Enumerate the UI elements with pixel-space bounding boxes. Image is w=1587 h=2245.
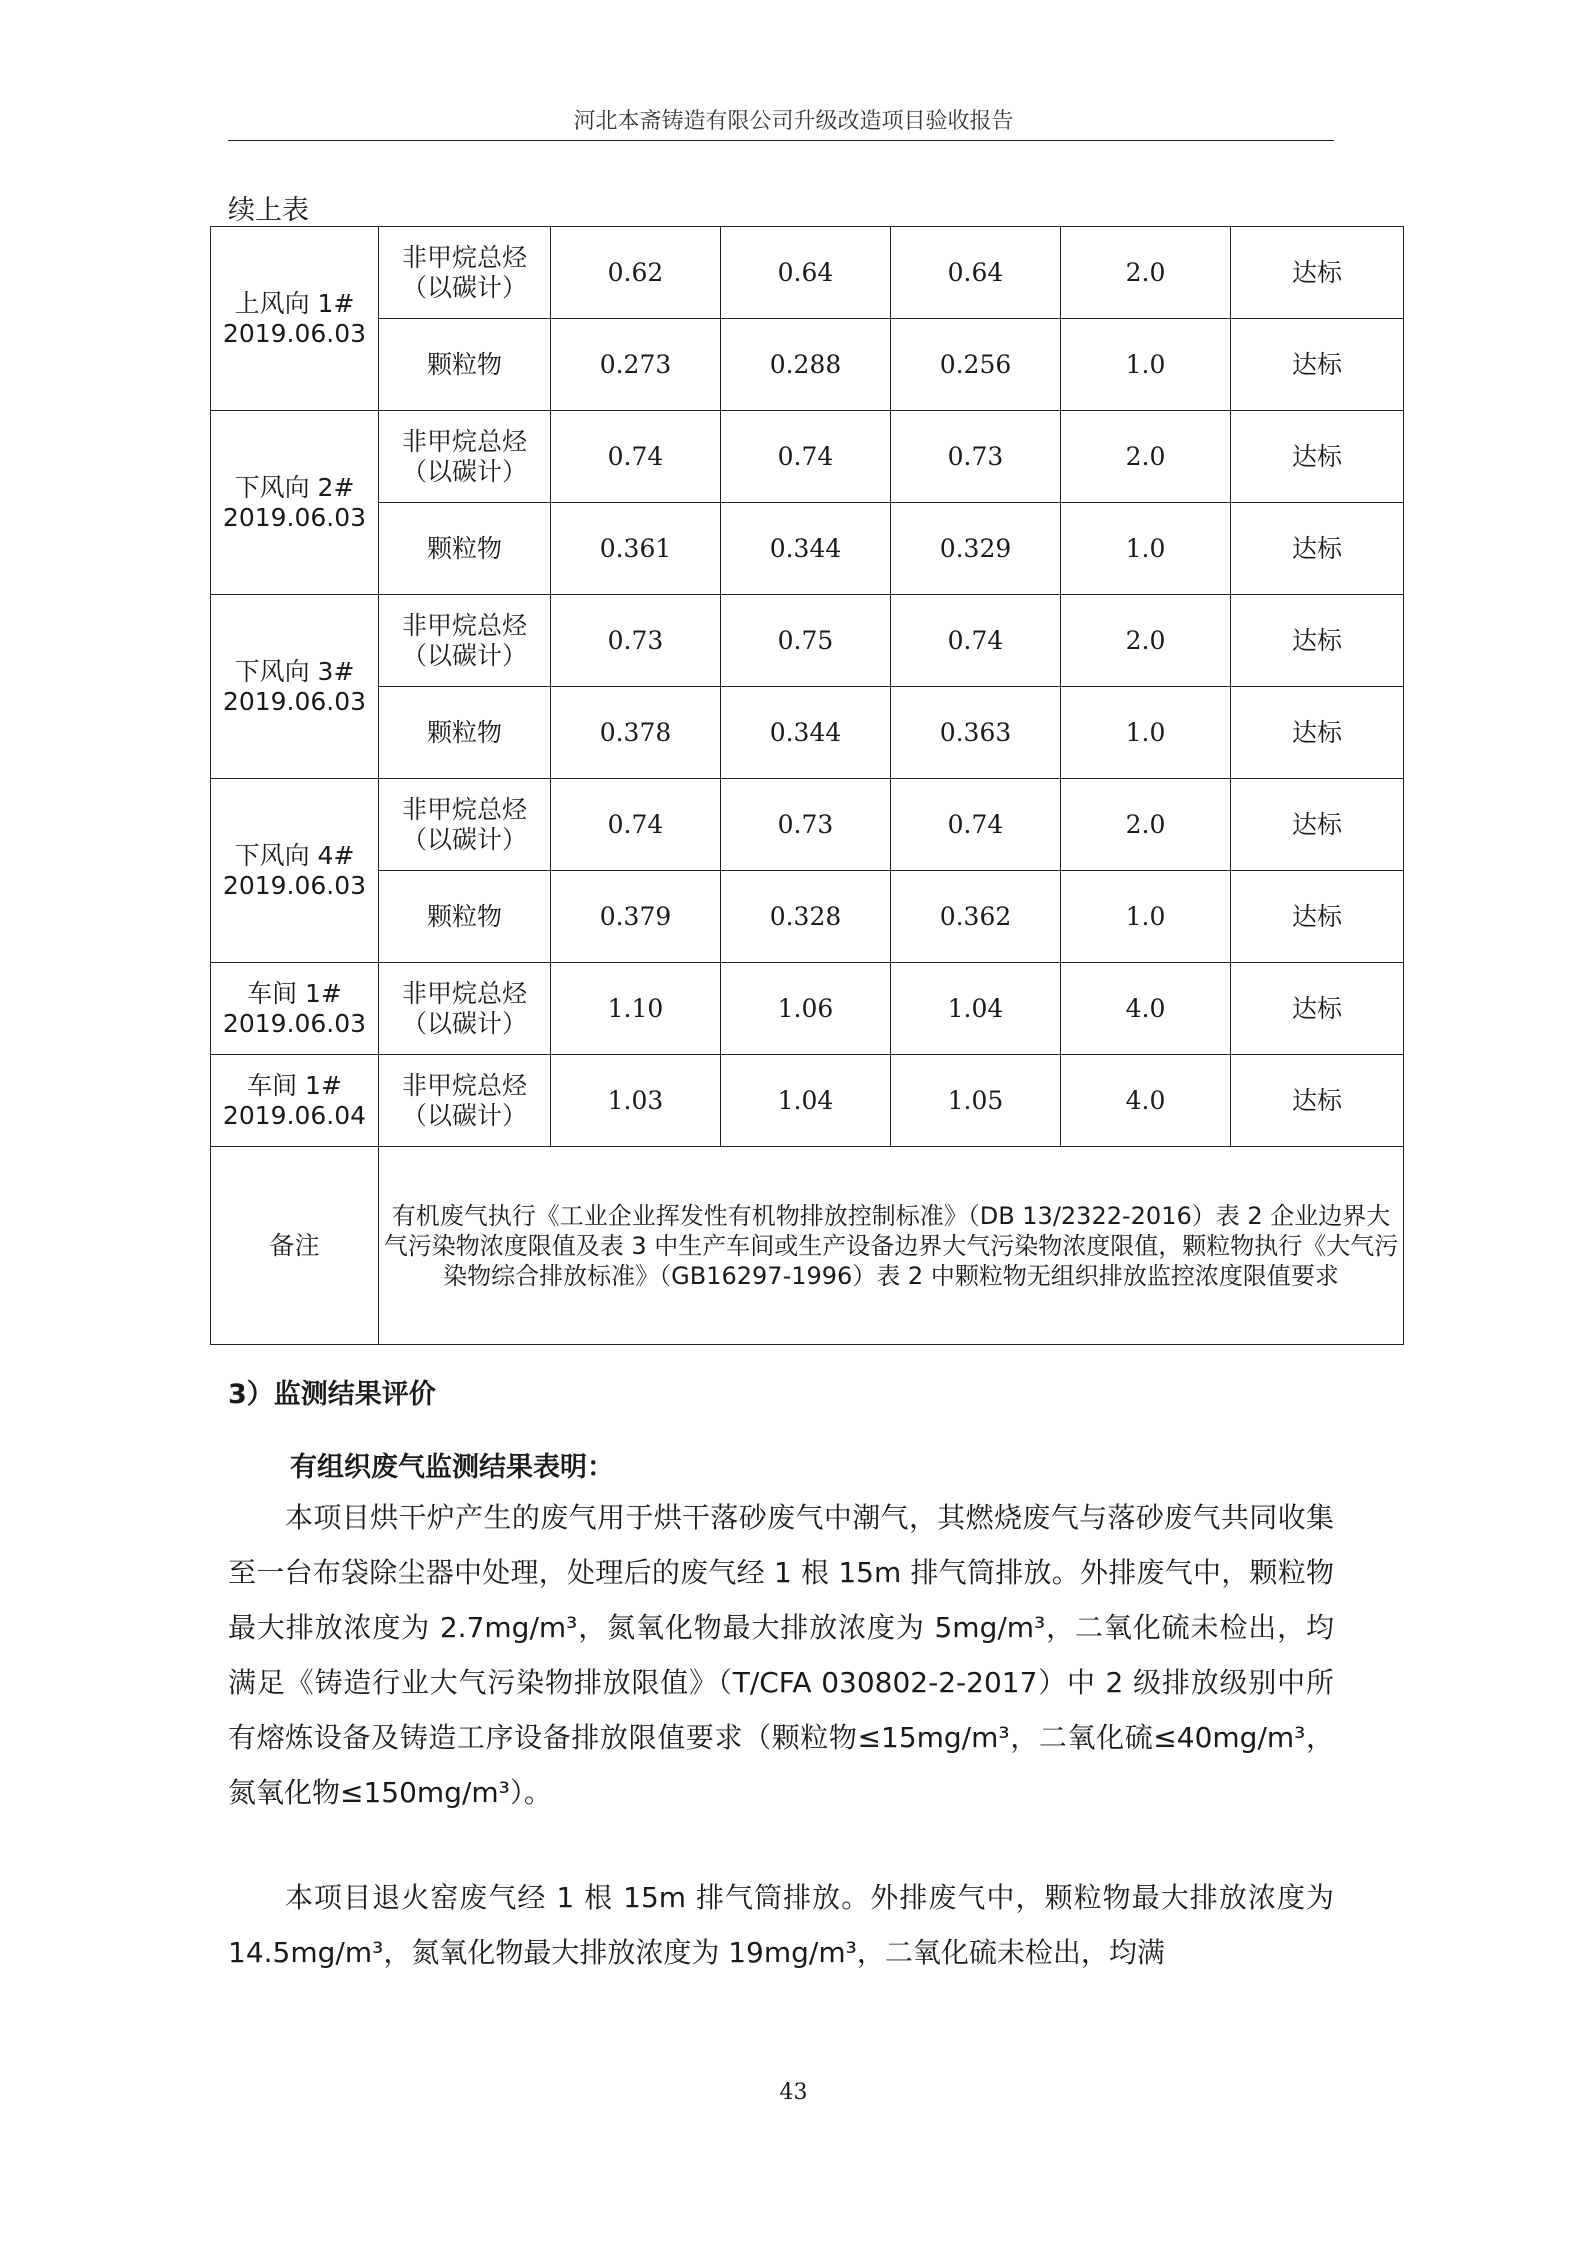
value-cell-2: 0.344 bbox=[721, 687, 891, 779]
sample-date: 2019.06.03 bbox=[222, 1008, 367, 1038]
result-cell: 达标 bbox=[1231, 871, 1404, 963]
location-cell bbox=[211, 1055, 379, 1147]
monitoring-table bbox=[210, 226, 1404, 1345]
pollutant-name: 颗粒物 bbox=[426, 901, 502, 931]
value-cell-1: 0.361 bbox=[551, 503, 721, 595]
pollutant-basis: （以碳计） bbox=[401, 456, 527, 486]
pollutant-cell bbox=[379, 503, 551, 595]
location-cell bbox=[211, 227, 379, 411]
limit-cell: 4.0 bbox=[1061, 1055, 1231, 1147]
value-cell-1: 0.74 bbox=[551, 411, 721, 503]
result-cell: 达标 bbox=[1231, 1055, 1404, 1147]
pollutant-name: 颗粒物 bbox=[426, 533, 502, 563]
location-name: 下风向 3# bbox=[234, 656, 355, 686]
value-cell-1: 0.73 bbox=[551, 595, 721, 687]
pollutant-basis: （以碳计） bbox=[401, 824, 527, 854]
pollutant-cell bbox=[379, 595, 551, 687]
result-cell: 达标 bbox=[1231, 779, 1404, 871]
pollutant-cell bbox=[379, 411, 551, 503]
value-cell-1: 0.62 bbox=[551, 227, 721, 319]
pollutant-cell bbox=[379, 687, 551, 779]
sample-date: 2019.06.03 bbox=[222, 502, 367, 532]
section-heading: 3）监测结果评价 bbox=[228, 1379, 436, 1410]
table-row bbox=[211, 963, 1404, 1055]
value-cell-3: 0.256 bbox=[891, 319, 1061, 411]
value-cell-3: 0.329 bbox=[891, 503, 1061, 595]
result-cell: 达标 bbox=[1231, 963, 1404, 1055]
table-row bbox=[211, 227, 1404, 319]
sample-date: 2019.06.03 bbox=[222, 870, 367, 900]
value-cell-3: 1.05 bbox=[891, 1055, 1061, 1147]
sample-date: 2019.06.03 bbox=[222, 686, 367, 716]
value-cell-2: 1.06 bbox=[721, 963, 891, 1055]
pollutant-name: 颗粒物 bbox=[426, 349, 502, 379]
value-cell-1: 0.74 bbox=[551, 779, 721, 871]
pollutant-name: 非甲烷总烃 bbox=[401, 794, 527, 824]
pollutant-name: 非甲烷总烃 bbox=[401, 1070, 527, 1100]
value-cell-1: 1.03 bbox=[551, 1055, 721, 1147]
result-cell: 达标 bbox=[1231, 227, 1404, 319]
value-cell-3: 0.74 bbox=[891, 779, 1061, 871]
limit-cell: 2.0 bbox=[1061, 595, 1231, 687]
location-name: 上风向 1# bbox=[234, 288, 355, 318]
limit-cell: 1.0 bbox=[1061, 503, 1231, 595]
sample-date: 2019.06.03 bbox=[222, 318, 367, 348]
document-header-title: 河北本斋铸造有限公司升级改造项目验收报告 bbox=[573, 109, 1014, 134]
header-rule bbox=[228, 140, 1334, 141]
limit-cell: 1.0 bbox=[1061, 319, 1231, 411]
table-caption: 续上表 bbox=[228, 195, 309, 226]
table-row bbox=[211, 687, 1404, 779]
limit-cell: 1.0 bbox=[1061, 687, 1231, 779]
value-cell-2: 0.344 bbox=[721, 503, 891, 595]
remark-row bbox=[211, 1147, 1404, 1345]
value-cell-3: 1.04 bbox=[891, 963, 1061, 1055]
paragraph-1: 本项目烘干炉产生的废气用于烘干落砂废气中潮气，其燃烧废气与落砂废气共同收集至一台布袋除尘器中处理，处理后的废气经 1 根 15m 排气筒排放。外排废气中，颗粒物最大排放浓度为 2.7mg/m³，氮氧化物最大排放浓度为 5mg/m³，二氧化硫未检出，均满足《铸造行业大气污染物排放限值》（T/CFA 030802-2-2017）中 2 级排放级别中所有熔炼设备及铸造工序设备排放限值要求（颗粒物≤15mg/m³，二氧化硫≤40mg/m³，氮氧化物≤150mg/m³）。 bbox=[228, 1501, 1334, 1809]
pollutant-name: 颗粒物 bbox=[426, 717, 502, 747]
pollutant-cell bbox=[379, 871, 551, 963]
value-cell-2: 0.288 bbox=[721, 319, 891, 411]
result-cell: 达标 bbox=[1231, 687, 1404, 779]
value-cell-2: 0.75 bbox=[721, 595, 891, 687]
table-row bbox=[211, 319, 1404, 411]
pollutant-cell bbox=[379, 1055, 551, 1147]
pollutant-cell bbox=[379, 319, 551, 411]
value-cell-3: 0.73 bbox=[891, 411, 1061, 503]
location-name: 下风向 4# bbox=[234, 840, 355, 870]
location-name: 下风向 2# bbox=[234, 472, 355, 502]
value-cell-3: 0.64 bbox=[891, 227, 1061, 319]
paragraph-2: 本项目退火窑废气经 1 根 15m 排气筒排放。外排废气中，颗粒物最大排放浓度为 14.5mg/m³，氮氧化物最大排放浓度为 19mg/m³，二氧化硫未检出，均满 bbox=[228, 1881, 1334, 1969]
limit-cell: 2.0 bbox=[1061, 779, 1231, 871]
value-cell-1: 0.273 bbox=[551, 319, 721, 411]
pollutant-basis: （以碳计） bbox=[401, 272, 527, 302]
limit-cell: 1.0 bbox=[1061, 871, 1231, 963]
table-row bbox=[211, 779, 1404, 871]
result-cell: 达标 bbox=[1231, 503, 1404, 595]
table-row bbox=[211, 503, 1404, 595]
table-row bbox=[211, 411, 1404, 503]
section-subheading: 有组织废气监测结果表明： bbox=[290, 1452, 614, 1483]
pollutant-cell bbox=[379, 779, 551, 871]
value-cell-2: 0.328 bbox=[721, 871, 891, 963]
pollutant-name: 非甲烷总烃 bbox=[401, 426, 527, 456]
table-row bbox=[211, 1055, 1404, 1147]
location-cell bbox=[211, 595, 379, 779]
table-row bbox=[211, 871, 1404, 963]
result-cell: 达标 bbox=[1231, 595, 1404, 687]
value-cell-2: 0.74 bbox=[721, 411, 891, 503]
value-cell-2: 0.73 bbox=[721, 779, 891, 871]
value-cell-1: 0.379 bbox=[551, 871, 721, 963]
pollutant-basis: （以碳计） bbox=[401, 1100, 527, 1130]
pollutant-name: 非甲烷总烃 bbox=[401, 242, 527, 272]
table-row bbox=[211, 595, 1404, 687]
pollutant-basis: （以碳计） bbox=[401, 1008, 527, 1038]
value-cell-3: 0.362 bbox=[891, 871, 1061, 963]
location-cell bbox=[211, 963, 379, 1055]
limit-cell: 2.0 bbox=[1061, 227, 1231, 319]
monitoring-table-body bbox=[211, 227, 1404, 1147]
value-cell-2: 1.04 bbox=[721, 1055, 891, 1147]
value-cell-1: 1.10 bbox=[551, 963, 721, 1055]
sample-date: 2019.06.04 bbox=[222, 1100, 367, 1130]
value-cell-3: 0.363 bbox=[891, 687, 1061, 779]
value-cell-1: 0.378 bbox=[551, 687, 721, 779]
pollutant-name: 非甲烷总烃 bbox=[401, 978, 527, 1008]
location-name: 车间 1# bbox=[247, 978, 342, 1008]
value-cell-2: 0.64 bbox=[721, 227, 891, 319]
pollutant-cell bbox=[379, 227, 551, 319]
result-cell: 达标 bbox=[1231, 411, 1404, 503]
result-cell: 达标 bbox=[1231, 319, 1404, 411]
location-name: 车间 1# bbox=[247, 1070, 342, 1100]
location-cell bbox=[211, 779, 379, 963]
remark-label: 备注 bbox=[211, 1147, 379, 1345]
value-cell-3: 0.74 bbox=[891, 595, 1061, 687]
pollutant-cell bbox=[379, 963, 551, 1055]
pollutant-name: 非甲烷总烃 bbox=[401, 610, 527, 640]
pollutant-basis: （以碳计） bbox=[401, 640, 527, 670]
limit-cell: 4.0 bbox=[1061, 963, 1231, 1055]
page-number: 43 bbox=[779, 2080, 808, 2105]
remark-text: 有机废气执行《工业企业挥发性有机物排放控制标准》（DB 13/2322-2016）表 2 企业边界大气污染物浓度限值及表 3 中生产车间或生产设备边界大气污染物浓度限值，颗粒物执行《大气污染物综合排放标准》（GB16297-1996）表 2 中颗粒物无组织排放监控浓度限值要求 bbox=[379, 1147, 1404, 1345]
limit-cell: 2.0 bbox=[1061, 411, 1231, 503]
location-cell bbox=[211, 411, 379, 595]
